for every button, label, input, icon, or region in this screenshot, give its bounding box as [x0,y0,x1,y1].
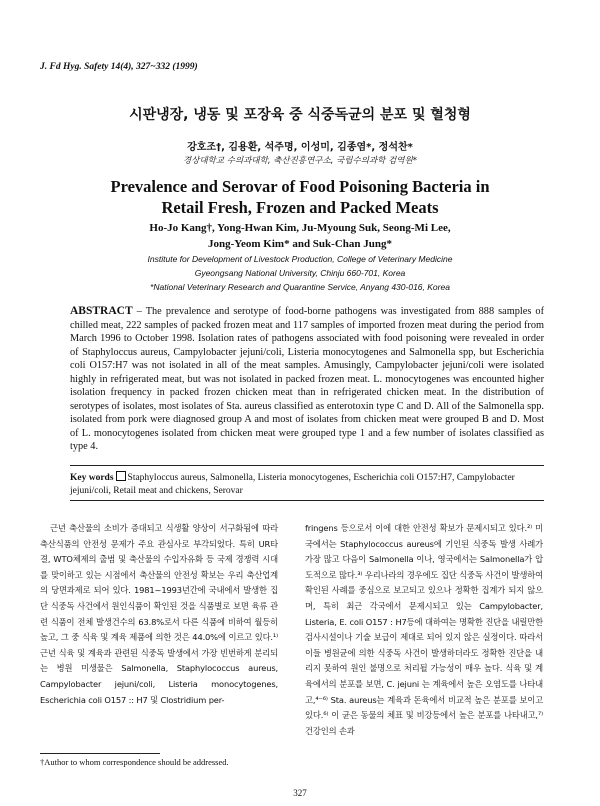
abstract-heading: ABSTRACT [70,305,133,317]
journal-citation: J. Fd Hyg. Safety 14(4), 327~332 (1999) [40,62,198,72]
english-affiliation [0,252,600,294]
keywords [70,471,544,498]
abstract-text: – The prevalence and serotype of food-borne pathogens was investigated from 888 samples of chilled meat, 222 samples of packed frozen meat and 117 samples of imported frozen meat during the period from March 1996 to October 1998. Isolation rates of pathogens associated with food poisoning were revealed in order of Staphyloccus aureus, Campylobacter jejuni/coli, Listeria monocytogenes and Salmonella spp, but Escherichia coli O157:H7 was not isolated in all of the meat samples. Amusingly, Campylobacter jejuni/coli were isolated highly in refrigerated meat, but was not isolated in packed frozen meat. L. monocytogenes was encounted higher isolation frequency in packed frozen chicken meat than in refrigerated chicken meat. In the distribution of serotypes of isolates, most isolates of Sta. aureus classified as enterotoxin type C and D. All of the Salmonella spp. isolated from pork were diagnosed group A and most of isolates from chicken meat were grouped B and D. Most of L. monocytogenes isolated from chicken meat were grouped type 1 and a few number of isolates classified as type 4. [70,306,544,452]
english-title-line-2: Retail Fresh, Frozen and Packed Meats [161,198,439,217]
keywords-bottom-rule [70,500,544,501]
body-column-right [305,521,543,739]
page-number: 327 [293,788,307,798]
checkbox-square-icon [116,471,126,481]
korean-authors: 강호조†, 김용환, 석주명, 이성미, 김종염*, 정석찬* [187,142,413,153]
footnote-rule [40,753,160,754]
abstract [70,305,544,454]
english-authors [0,220,600,252]
keywords-text: Staphyloccus aureus, Salmonella, Listeria monocytogenes, Escherichia coli O157:H7, Campylobacter jejuni/coli, Retail meat and chickens, Serovar [70,473,515,496]
english-title-line-1: Prevalence and Serovar of Food Poisoning Bacteria in [110,177,490,196]
korean-affiliation: 경상대학교 수의과대학, 축산진흥연구소, 국립수의과학 검역원* [183,156,417,166]
keywords-top-rule [70,465,544,466]
english-authors-line-1: Ho-Jo Kang†, Yong-Hwan Kim, Ju-Myoung Suk, Seong-Mi Lee, [149,222,451,234]
keywords-label: Key words [70,473,114,483]
body-column-left [40,521,278,708]
footnote: †Author to whom correspondence should be addressed. [40,757,229,767]
english-affiliation-line-3: *National Veterinary Research and Quarantine Service, Anyang 430-016, Korea [150,282,450,292]
body-left-paragraph: 근년 축산물의 소비가 증대되고 식생활 양상이 서구화됨에 따라 축산식품의 안전성 문제가 주요 관심사로 부각되었다. 특히 UR타결, WTO체제의 출범 및 축산물의 수입자유화 등 국제 경쟁력 시대를 맞이하고 있는 시점에서 축산물의 안전성 확보는 우리 축산업계의 당면과제로 되어 있다. 1981~1993년간에 국내에서 발생한 집단 식중독 사건에서 원인식품이 확인된 것을 식품별로 보면 육류 관련 식품이 전체 발생건수의 63.8%로서 다른 식품에 비하여 월등히 높고, 그 중 식육 및 계육 제품에 의한 것은 44.0%에 이르고 있다.¹⁾ 근년 식육 및 계육과 관련된 식중독 발생에서 가장 빈번하게 분리되는 병원 미생물은 Salmonella, Staphylococcus aureus, Campylobacter jejuni/coli, Listeria monocytogenes, Escherichia coli O157 :: H7 및 Clostridium per- [40,523,278,705]
english-title [0,176,600,218]
english-affiliation-line-2: Gyeongsang National University, Chinju 660-701, Korea [194,268,406,278]
korean-title: 시판냉장, 냉동 및 포장육 중 식중독균의 분포 및 혈청형 [129,107,471,123]
english-authors-line-2: Jong-Yeom Kim* and Suk-Chan Jung* [208,238,392,250]
english-affiliation-line-1: Institute for Development of Livestock Production, College of Veterinary Medicine [147,254,453,264]
body-right-paragraph: fringens 등으로서 이에 대한 안전성 확보가 문제시되고 있다.²⁾ 미국에서는 Staphylococcus aureus에 기인된 식중독 발생 사례가 가장 많고 다음이 Salmonella 이나, 영국에서는 Salmonella가 압도적으로 많다.³⁾ 우리나라의 경우에도 집단 식중독 사건이 발생하여 확인된 사례를 중심으로 보고되고 있으나 정확한 집계가 되지 않으며, 특히 최근 각국에서 문제시되고 있는 Campylobacter, Listeria, E. coli O157 : H7등에 대하여는 명확한 진단을 내릴만한 검사시설이나 기술 보급이 제대로 되어 있지 않은 실정이다. 따라서 이들 병원균에 의한 식중독 사건이 발생하더라도 정확한 진단을 내리지 못하여 원인 불명으로 처리될 가능성이 매우 높다. 식육 및 계육에서의 분포를 보면, C. jejuni 는 계육에서 높은 오염도를 나타내고,⁴⁻⁶⁾ Sta. aureus는 계육과 돈육에서 비교적 높은 분포를 보이고 있다.⁶⁾ 이 균은 동물의 체표 및 비강등에서 높은 분포를 나타내고,⁷⁾ 건강인의 손과 [305,523,543,736]
